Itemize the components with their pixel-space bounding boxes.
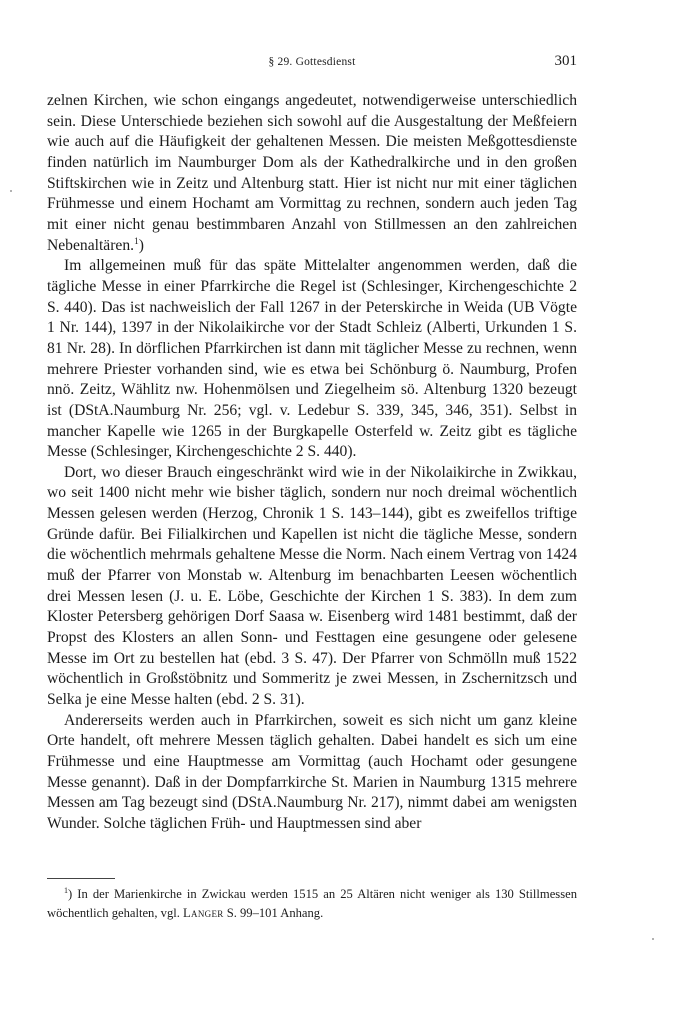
footnote-1 (47, 885, 577, 923)
footnote-reference[interactable]: 1 (134, 236, 139, 247)
paragraph-2: Im allgemeinen muß für das späte Mittelalter angenommen werden, daß die tägliche Messe in einer Pfarrkirche die Regel ist (Schlesinger, Kirchengeschichte 2 S. 440). Das ist nachweislich der Fall 1267 in der Peterskirche in Weida (UB Vögte 1 Nr. 144), 1397 in der Nikolaikirche vor der Stadt Schleiz (Alberti, Urkunden 1 S. 81 Nr. 28). In dörflichen Pfarrkirchen ist dann mit täglicher Messe zu rechnen, wenn mehrere Priester vorhanden sind, wie es etwa bei Schönburg ö. Naumburg, Profen nnö. Zeitz, Wählitz nw. Hohenmölsen und Ziegelheim sö. Altenburg 1320 bezeugt ist (DStA.Naumburg Nr. 256; vgl. v. Ledebur S. 339, 345, 346, 351). Selbst in mancher Kapelle wie 1265 in der Burgkapelle Osterfeld w. Zeitz gibt es tägliche Messe (Schlesinger, Kirchengeschichte 2 S. 440). (47, 257, 577, 461)
footnote-reference-paren: ) (138, 236, 144, 254)
running-head (47, 53, 577, 73)
footnote-mark: 1 (64, 885, 68, 895)
paragraph-text: zelnen Kirchen, wie schon eingangs angedeutet, notwendigerweise unterschiedlich sein. Diese Unterschiede beziehen sich sowohl auf die Ausgestaltung der Meßfeiern wie auch auf die Häufigkeit der gehaltenen Messen. Die meisten Meßgottesdienste finden natürlich im Naumburger Dom als der Kathedralkirche und in den großen Stiftskirchen wie in Zeitz und Altenburg statt. Hier ist nicht nur mit einer täglichen Frühmesse und einem Hochamt am Vormittag zu rechnen, sondern auch jeden Tag mit einer nicht genau bestimmbaren Anzahl von Stillmessen an den zahlreichen Nebenaltären. (47, 92, 577, 254)
footnote-divider (47, 878, 115, 879)
footnote-text-before: In der Marienkirche in Zwickau werden 1515 an 25 Altären nicht weniger als 130 Stillmessen wöchentlich gehalten, vgl. (47, 887, 577, 920)
scan-speck (10, 190, 12, 192)
body-text (47, 91, 577, 835)
paragraph-3: Dort, wo dieser Brauch eingeschränkt wird wie in der Nikolaikirche in Zwikkau, wo seit 1400 nicht mehr wie bisher täglich, sondern nur noch dreimal wöchentlich Messen gelesen werden (Herzog, Chronik 1 S. 143–144), gibt es zweifellos triftige Gründe dafür. Bei Filialkirchen und Kapellen ist nicht die tägliche Messe, sondern die wöchentlich mehrmals gehaltene Messe die Norm. Nach einem Vertrag von 1424 muß der Pfarrer von Monstab w. Altenburg im benachbarten Leesen wöchentlich drei Messen lesen (J. u. E. Löbe, Geschichte der Kirchen 1 S. 383). In dem zum Kloster Petersberg gehörigen Dorf Saasa w. Eisenberg wird 1481 bestimmt, daß der Propst des Klosters an allen Sonn- und Festtagen eine gesungene oder gelesene Messe im Ort zu bestellen hat (ebd. 3 S. 47). Der Pfarrer von Schmölln muß 1522 wöchentlich in Großstöbnitz und Sommeritz je zwei Messen, in Zschernitzsch und Selka je eine Messe halten (ebd. 2 S. 31). (47, 463, 577, 709)
page-number: 301 (554, 53, 577, 69)
footnote-text-after: S. 99–101 Anhang. (223, 906, 324, 920)
paragraph-1 (47, 91, 577, 256)
footnote-mark-paren: ) (68, 887, 73, 901)
section-title: § 29. Gottesdienst (268, 56, 356, 68)
scan-speck (652, 938, 654, 940)
paragraph-4: Andererseits werden auch in Pfarrkirchen, soweit es sich nicht um ganz kleine Orte handelt, oft mehrere Messen täglich gehalten. Dabei handelt es sich um eine Frühmesse und eine Hauptmesse am Vormittag (auch Hochamt oder gesungene Messe genannt). Daß in der Dompfarrkirche St. Marien in Naumburg 1315 mehrere Messen am Tag bezeugt sind (DStA.Naumburg Nr. 217), nimmt dabei am wenigsten Wunder. Solche täglichen Früh- und Hauptmessen sind aber (47, 711, 577, 832)
footnote-author: Langer (183, 906, 224, 920)
